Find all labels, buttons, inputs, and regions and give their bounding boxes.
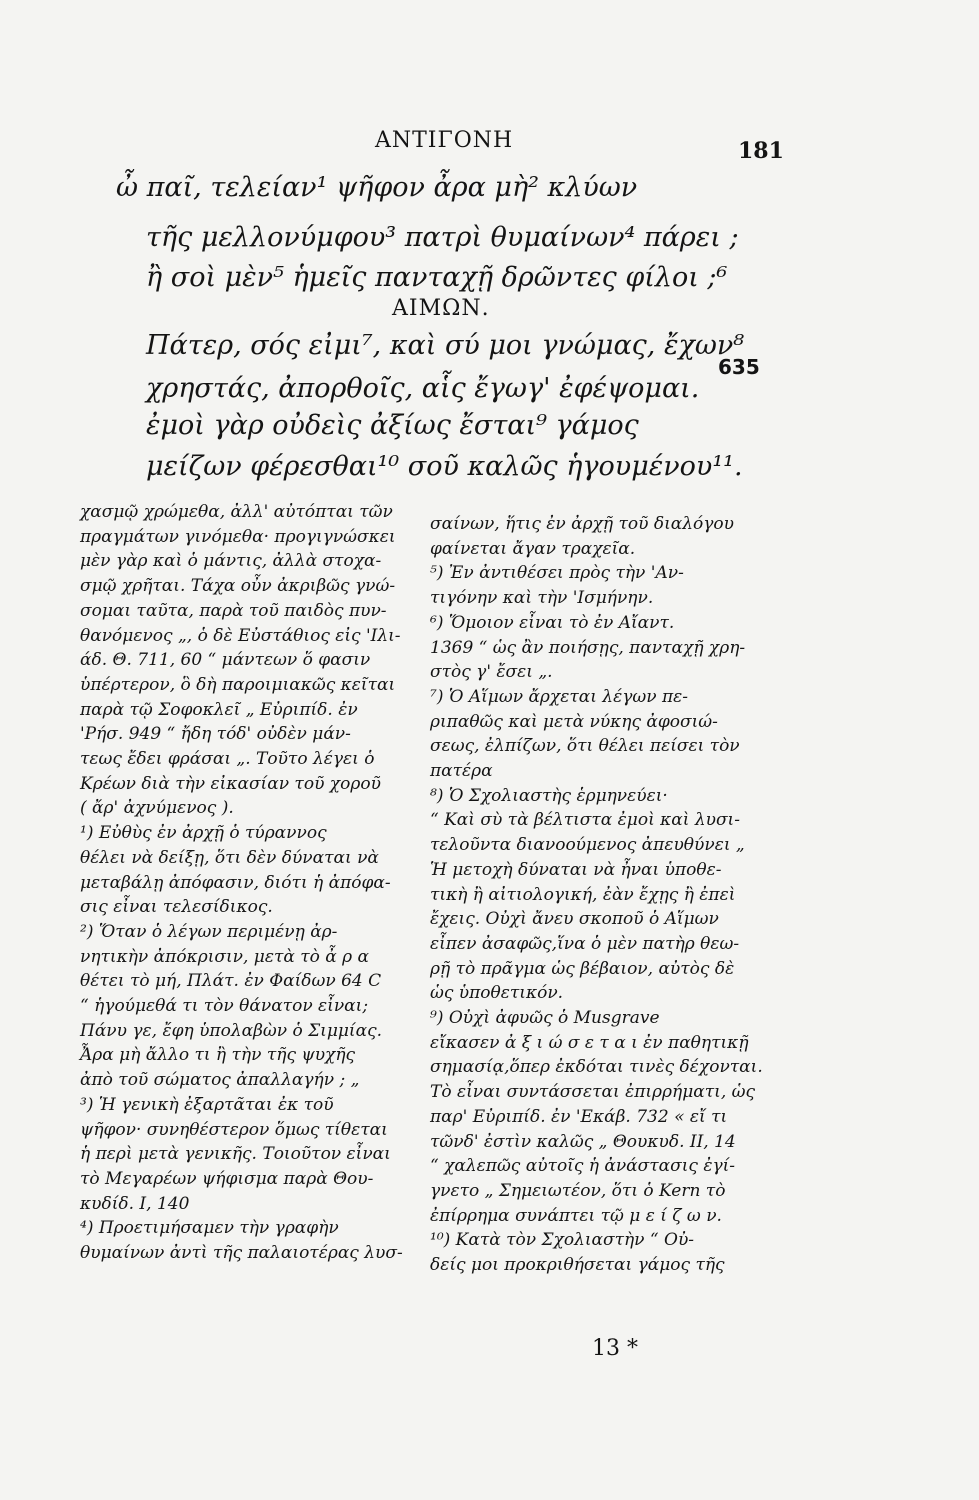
note-line: σις εἶναι τελεσίδικος. [80,897,273,918]
note-line: 1369 “ ὡς ἂν ποιήσῃς, πανταχῇ χρη- [430,637,746,658]
running-title: ΑΝΤΙΓΟΝΗ [375,128,514,153]
notes-right-column [430,512,770,1278]
note-line: ²) Ὅταν ὁ λέγων περιμένῃ ἀρ- [80,921,338,942]
verse-line: ἢ σοὶ μὲν⁵ ἡμεῖς πανταχῇ δρῶντες φίλοι ;⁶ [146,262,728,293]
note-line: νητικὴν ἀπόκρισιν, μετὰ τὸ ἆ ρ α [80,946,370,967]
note-line: Ἡ μετοχὴ δύναται νὰ ἦναι ὑποθε- [430,859,722,880]
note-line: μεταβάλῃ ἀπόφασιν, διότι ἡ ἀπόφα- [80,872,391,893]
note-line: “ Καὶ σὺ τὰ βέλτιστα ἐμοὶ καὶ λυσι- [430,810,740,831]
note-line: τὸ Μεγαρέων ψήφισμα παρὰ Θου- [80,1168,374,1189]
note-line: σαίνων, ἥτις ἐν ἀρχῇ τοῦ διαλόγου [430,514,734,534]
speaker-name: ΑΙΜΩΝ. [392,296,490,321]
note-line: Ἆρα μὴ ἄλλο τι ἢ τὴν τῆς ψυχῆς [80,1045,356,1066]
notes-left-column [80,500,410,1266]
note-line: σμῷ χρῆται. Τάχα οὖν ἀκριβῶς γνώ- [80,576,396,597]
note-line: τῶνδ' ἐστὶν καλῶς „ Θουκυδ. ΙΙ, 14 [430,1131,736,1152]
verse-line: ἐμοὶ γὰρ οὐδεὶς ἀξίως ἔσται⁹ γάμος [146,410,639,441]
note-line: φαίνεται ἄγαν τραχεῖα. [430,538,636,559]
note-line: “ χαλεπῶς αὐτοῖς ἡ ἀνάστασις ἐγί- [430,1156,736,1177]
note-line: ριπαθῶς καὶ μετὰ νύκης ἀφοσιώ- [430,711,718,732]
note-line: ⁷) Ὁ Αἵμων ἄρχεται λέγων πε- [430,686,689,707]
note-line: ⁶) Ὅμοιον εἶναι τὸ ἐν Αἴαντ. [430,612,675,633]
printer-signature: 13 * [592,1336,638,1361]
note-line: θέλει νὰ δείξῃ, ὅτι δὲν δύναται νὰ [80,847,379,868]
note-line: ἡ περὶ μετὰ γενικῆς. Τοιοῦτον εἶναι [80,1144,391,1165]
note-line: δείς μοι προκριθήσεται γάμος τῆς [430,1255,725,1276]
note-line: ψῆφον· συνηθέστερον ὅμως τίθεται [80,1119,388,1140]
note-line: Κρέων διὰ τὴν εἰκασίαν τοῦ χοροῦ [80,773,381,794]
note-line: ἀπὸ τοῦ σώματος ἀπαλλαγήν ; „ [80,1070,360,1091]
note-line: σεως, ἐλπίζων, ὅτι θέλει πείσει τὸν [430,736,740,757]
note-line: στὸς γ' ἔσει „. [430,662,553,683]
note-line: παρὰ τῷ Σοφοκλεῖ „ Εὐριπίδ. ἐν [80,699,358,720]
page-number: 181 [738,138,784,164]
note-line: ⁸) Ὁ Σχολιαστὴς ἑρμηνεύει· [430,785,668,806]
note-line: άδ. Θ. 711, 60 “ μάντεων ὅ φασιν [80,650,371,671]
note-line: σομαι ταῦτα, παρὰ τοῦ παιδὸς πυν- [80,600,387,621]
note-line: θυμαίνων ἀντὶ τῆς παλαιοτέρας λυσ- [80,1243,403,1264]
note-line: ἐπίρρημα συνάπτει τῷ μ ε ί ζ ω ν. [430,1205,722,1226]
verse-line: μείζων φέρεσθαι¹⁰ σοῦ καλῶς ἡγουμένου¹¹. [146,451,743,482]
note-line: κυδίδ. Ι, 140 [80,1193,190,1214]
note-line: ³) Ἡ γενικὴ ἐξαρτᾶται ἐκ τοῦ [80,1094,334,1115]
note-line: “ ἡγούμεθά τι τὸν θάνατον εἶναι; [80,996,369,1017]
note-line: θανόμενος „, ὁ δὲ Εὐστάθιος εἰς 'Ιλι- [80,625,401,646]
note-line: πραγμάτων γινόμεθα· προγιγνώσκει [80,526,396,547]
note-line: παρ' Εὐριπίδ. ἐν 'Εκάβ. 732 « εἴ τι [430,1106,728,1127]
note-line: γνετο „ Σημειωτέον, ὅτι ὁ Kern τὸ [430,1180,726,1201]
note-line: ἔχεις. Οὐχὶ ἄνευ σκοποῦ ὁ Αἵμων [430,909,719,930]
note-line: σημασίᾳ,ὅπερ ἐκδόται τινὲς δέχονται. [430,1057,763,1078]
note-line: θέτει τὸ μή, Πλάτ. ἐν Φαίδων 64 C [80,971,382,992]
note-line: πατέρα [430,761,493,782]
note-line: χασμῷ χρώμεθα, ἀλλ' αὐτόπται τῶν [80,502,393,522]
note-line: εἴκασεν ἀ ξ ι ώ σ ε τ α ι ἐν παθητικῇ [430,1032,749,1053]
note-line: Τὸ εἶναι συντάσσεται ἐπιρρήματι, ὡς [430,1082,756,1103]
note-line: ⁹) Οὐχὶ ἀφυῶς ὁ Musgrave [430,1008,660,1029]
verse-line: ὦ παῖ, τελείαν¹ ψῆφον ἆρα μὴ² κλύων [116,172,638,203]
note-line: ⁴) Προετιμήσαμεν τὴν γραφὴν [80,1218,339,1239]
verse-line: Πάτερ, σός εἰμι⁷, καὶ σύ μοι γνώμας, ἔχων⁸ [146,330,745,361]
note-line: ¹⁰) Κατὰ τὸν Σχολιαστὴν “ Οὐ- [430,1230,695,1251]
note-line: τεως ἔδει φράσαι „. Τοῦτο λέγει ὁ [80,749,375,770]
note-line: ὑπέρτερον, ὃ δὴ παροιμιακῶς κεῖται [80,674,396,695]
verse-line: χρηστάς, ἀπορθοῖς, αἷς ἔγωγ' ἐφέψομαι. [146,373,700,404]
note-line: μὲν γὰρ καὶ ὁ μάντις, ἀλλὰ στοχα- [80,551,382,572]
note-line: 'Ρήσ. 949 “ ἤδη τόδ' οὐδὲν μάν- [80,724,351,745]
line-number: 635 [718,355,760,379]
note-line: ρῇ τὸ πρᾶγμα ὡς βέβαιον, αὐτὸς δὲ [430,958,735,979]
note-line: Πάνυ γε, ἔφη ὑπολαβὼν ὁ Σιμμίας. [80,1020,382,1041]
note-line: ⁵) Ἐν ἀντιθέσει πρὸς τὴν 'Αν- [430,563,684,584]
note-line: ¹) Εὐθὺς ἐν ἀρχῇ ὁ τύραννος [80,823,327,844]
note-line: εἶπεν ἀσαφῶς,ἵνα ὁ μὲν πατὴρ θεω- [430,933,740,954]
note-line: τελοῦντα διανοούμενος ἀπευθύνει „ [430,835,745,856]
verse-line: τῆς μελλονύμφου³ πατρὶ θυμαίνων⁴ πάρει ; [146,222,739,253]
note-line: τιγόνην καὶ τὴν 'Ισμήνην. [430,588,654,609]
note-line: τικὴ ἢ αἰτιολογική, ἐὰν ἔχῃς ἢ ἐπεὶ [430,884,736,905]
note-line: ( ἄρ' ἀχνύμενος ). [80,798,234,819]
note-line: ὡς ὑποθετικόν. [430,983,564,1004]
